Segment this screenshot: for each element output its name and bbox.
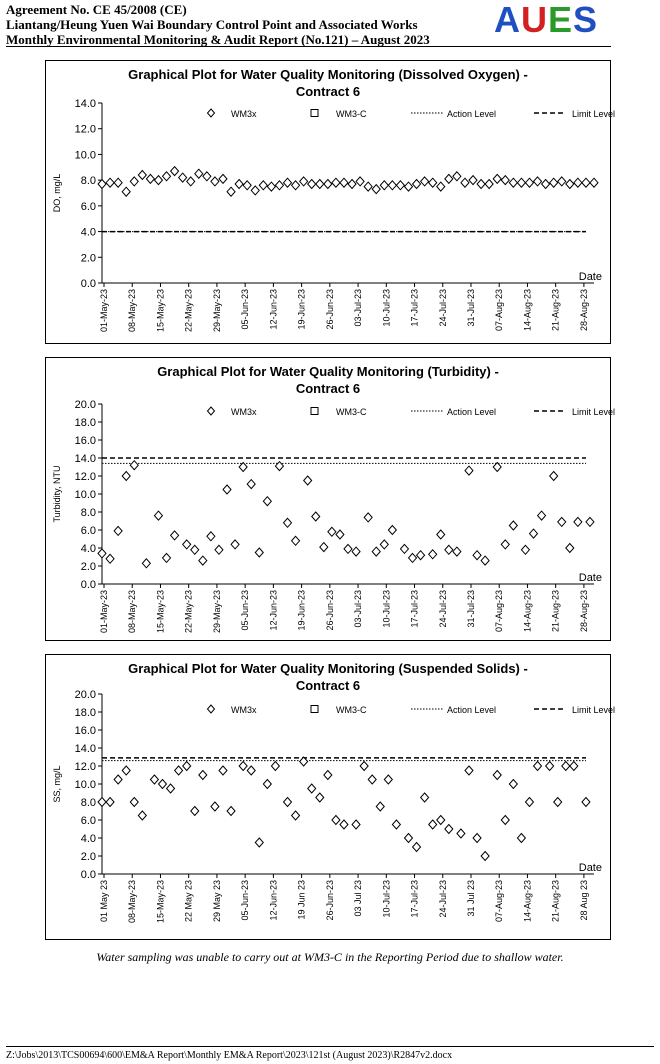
chart0-x-axis-label: Date [578, 271, 602, 283]
chart2-x-tick-label: 05-Jun-23 [240, 880, 251, 921]
chart1-x-tick-label: 19-Jun-23 [296, 590, 307, 631]
chart0-data-point [163, 172, 171, 181]
chart1-data-point [493, 463, 501, 472]
chart1-x-tick-label: 22-May-23 [183, 590, 194, 634]
chart0-data-point [235, 180, 243, 189]
chart1-data-point [122, 472, 130, 481]
chart2-x-tick-label: 19 Jun 23 [296, 880, 307, 920]
chart1-x-tick-label: 21-Aug-23 [550, 590, 561, 633]
chart1-legend-action: Action Level [447, 407, 497, 417]
chart1-x-tick-label: 28-Aug-23 [578, 590, 589, 633]
chart1-x-tick-label: 29-May-23 [211, 590, 222, 634]
chart0-data-point [493, 174, 501, 183]
chart0-y-tick-label: 8.0 [80, 175, 96, 188]
chart2-x-axis-label: Date [578, 862, 602, 874]
chart0-data-point [106, 178, 114, 187]
chart0-data-point [421, 177, 429, 186]
chart2-data-point [509, 780, 517, 789]
chart0-legend-action: Action Level [447, 109, 497, 119]
chart-turbidity-svg [46, 358, 616, 640]
chart-suspended-solids-svg [46, 655, 616, 939]
chart0-data-point [219, 174, 227, 183]
chart2-data-point [582, 798, 590, 807]
chart2-data-point [263, 780, 271, 789]
chart0-x-tick-label: 03-Jul-23 [353, 289, 364, 327]
chart1-data-point [344, 544, 352, 553]
chart0-x-tick-label: 24-Jul-23 [437, 289, 448, 327]
chart1-data-point [429, 550, 437, 559]
chart0-data-point [404, 182, 412, 191]
chart0-data-point [469, 176, 477, 185]
chart0-data-point [485, 180, 493, 189]
chart2-data-point [247, 766, 255, 775]
chart1-data-point [231, 540, 239, 549]
chart1-data-point [445, 545, 453, 554]
chart2-data-point [271, 762, 279, 771]
chart2-data-point [413, 843, 421, 852]
chart2-data-point [421, 793, 429, 802]
chart2-y-tick-label: 10.0 [74, 779, 96, 791]
chart0-x-tick-label: 07-Aug-23 [494, 289, 505, 332]
chart1-x-tick-label: 12-Jun-23 [268, 590, 279, 631]
chart2-data-point [191, 807, 199, 816]
chart2-data-point [284, 798, 292, 807]
chart2-legend-wm3x-marker [208, 705, 215, 713]
chart2-x-tick-label: 10-Jul-23 [381, 880, 392, 918]
chart1-y-tick-label: 6.0 [80, 525, 96, 537]
chart1-data-point [558, 517, 566, 526]
chart1-data-point [400, 544, 408, 553]
chart-turbidity [45, 357, 616, 641]
chart2-data-point [360, 762, 368, 771]
chart2-data-point [130, 798, 138, 807]
chart-suspended-solids [45, 654, 616, 940]
chart2-data-point [554, 798, 562, 807]
chart1-y-tick-label: 4.0 [80, 543, 96, 555]
chart2-data-point [158, 780, 166, 789]
chart1-y-tick-label: 0.0 [80, 579, 96, 591]
chart1-x-axis-label: Date [578, 572, 602, 584]
chart0-data-point [146, 174, 154, 183]
chart2-data-point [255, 838, 263, 847]
chart2-data-point [150, 775, 158, 784]
chart2-x-tick-label: 03 Jul 23 [353, 880, 364, 917]
chart0-data-point [114, 178, 122, 187]
chart2-y-axis-label: SS, mg/L [52, 765, 62, 803]
chart0-data-point [284, 178, 292, 187]
file-path-footer: Z:\Jobs\2013\TCS00694\600\EM&A Report\Monthly EM&A Report\2023\121st (August 2023)\R2847v2.docx [6, 1050, 453, 1061]
chart0-data-point [356, 177, 364, 186]
chart1-x-tick-label: 31-Jul-23 [465, 590, 476, 628]
chart0-data-point [340, 178, 348, 187]
chart1-data-point [284, 518, 292, 527]
chart0-data-point [171, 167, 179, 176]
chart1-data-point [417, 551, 425, 560]
chart2-x-tick-label: 22 May 23 [183, 880, 194, 923]
chart0-data-point [534, 177, 542, 186]
sampling-note: Water sampling was unable to carry out at WM3-C in the Reporting Period due to shallow water. [96, 950, 564, 964]
chart2-legend-wm3c: WM3-C [336, 705, 367, 715]
chart2-data-point [445, 825, 453, 834]
chart0-data-point [437, 182, 445, 191]
chart2-data-point [316, 793, 324, 802]
chart1-data-point [574, 517, 582, 526]
chart1-data-point [352, 547, 360, 556]
chart0-subtitle: Contract 6 [295, 84, 361, 99]
chart2-data-point [308, 784, 316, 793]
chart0-legend-limit: Limit Level [572, 109, 616, 119]
chart2-data-point [384, 775, 392, 784]
chart1-data-point [453, 547, 461, 556]
chart0-data-point [372, 185, 380, 194]
chart1-data-point [481, 556, 489, 565]
chart2-data-point [392, 820, 400, 829]
chart0-legend-wm3c-marker [311, 110, 318, 117]
chart1-legend-wm3c: WM3-C [336, 407, 367, 417]
chart0-x-tick-label: 01-May-23 [99, 289, 109, 333]
chart2-data-point [292, 811, 300, 820]
chart2-y-tick-label: 18.0 [74, 707, 96, 719]
chart0-data-point [542, 180, 550, 189]
chart1-data-point [154, 511, 162, 520]
chart2-data-point [114, 775, 122, 784]
chart1-x-tick-label: 01-May-23 [99, 590, 109, 634]
chart1-y-tick-label: 8.0 [80, 507, 96, 519]
chart1-y-tick-label: 18.0 [74, 417, 96, 429]
chart2-x-tick-label: 21-Aug-23 [550, 880, 561, 923]
chart0-data-point [259, 181, 267, 190]
chart1-data-point [328, 527, 336, 536]
chart0-data-point [187, 177, 195, 186]
chart0-data-point [195, 169, 203, 178]
chart1-x-tick-label: 08-May-23 [127, 590, 138, 634]
agreement-number: Agreement No. CE 45/2008 (CE) [6, 2, 187, 17]
chart2-x-tick-label: 17-Jul-23 [409, 880, 420, 918]
chart0-data-point [413, 180, 421, 189]
chart0-x-tick-label: 08-May-23 [127, 289, 138, 333]
chart0-data-point [243, 181, 251, 190]
chart1-data-point [263, 497, 271, 506]
chart0-data-point [138, 171, 146, 180]
chart1-y-tick-label: 10.0 [74, 489, 96, 501]
chart1-data-point [530, 529, 538, 538]
chart0-x-tick-label: 31-Jul-23 [465, 289, 476, 327]
chart0-data-point [380, 181, 388, 190]
chart0-x-tick-label: 29-May-23 [211, 289, 222, 333]
chart2-y-tick-label: 12.0 [74, 761, 96, 773]
chart1-data-point [550, 472, 558, 481]
chart2-y-tick-label: 6.0 [80, 815, 96, 827]
chart0-x-tick-label: 17-Jul-23 [409, 289, 420, 327]
chart0-data-point [251, 186, 259, 195]
chart2-data-point [368, 775, 376, 784]
chart0-y-tick-label: 14.0 [74, 98, 96, 110]
chart0-x-tick-label: 14-Aug-23 [522, 289, 533, 332]
chart2-data-point [376, 802, 384, 811]
chart2-x-tick-label: 26-Jun-23 [324, 880, 335, 921]
chart1-legend-wm3x: WM3x [231, 407, 257, 417]
chart0-data-point [332, 178, 340, 187]
chart2-data-point [219, 766, 227, 775]
chart0-data-point [292, 181, 300, 190]
chart0-data-point [154, 176, 162, 185]
chart0-data-point [130, 177, 138, 186]
chart1-y-tick-label: 14.0 [74, 453, 96, 465]
chart2-data-point [122, 766, 130, 775]
chart0-data-point [429, 178, 437, 187]
chart1-data-point [215, 545, 223, 554]
chart1-data-point [163, 553, 171, 562]
chart0-data-point [582, 178, 590, 187]
chart0-data-point [445, 174, 453, 183]
chart0-x-tick-label: 22-May-23 [183, 289, 194, 333]
chart0-x-tick-label: 26-Jun-23 [324, 289, 335, 330]
chart2-data-point [227, 807, 235, 816]
chart1-data-point [521, 545, 529, 554]
chart2-data-point [501, 816, 509, 825]
chart1-data-point [247, 480, 255, 489]
chart1-data-point [320, 543, 328, 552]
chart1-data-point [409, 553, 417, 562]
chart1-data-point [437, 530, 445, 539]
chart0-data-point [550, 178, 558, 187]
chart0-data-point [203, 172, 211, 181]
chart2-legend-limit: Limit Level [572, 705, 616, 715]
chart2-data-point [199, 771, 207, 780]
chart2-legend-action: Action Level [447, 705, 497, 715]
chart1-data-point [364, 513, 372, 522]
chart1-data-point [586, 517, 594, 526]
chart1-legend-wm3x-marker [208, 407, 215, 415]
chart1-data-point [380, 540, 388, 549]
chart1-legend-limit: Limit Level [572, 407, 616, 417]
chart2-data-point [404, 834, 412, 843]
chart-dissolved-oxygen-svg [46, 61, 616, 343]
chart0-data-point [227, 187, 235, 196]
chart0-y-tick-label: 12.0 [74, 123, 96, 136]
chart2-x-tick-label: 08-May-23 [127, 880, 138, 924]
chart2-data-point [211, 802, 219, 811]
chart0-data-point [308, 180, 316, 189]
chart0-y-tick-label: 10.0 [74, 149, 96, 162]
chart0-data-point [348, 180, 356, 189]
chart2-y-tick-label: 2.0 [80, 851, 96, 863]
chart2-title: Graphical Plot for Water Quality Monitoring (Suspended Solids) - [128, 661, 528, 676]
chart1-data-point [106, 554, 114, 563]
report-title: Monthly Environmental Monitoring & Audit Report (No.121) – August 2023 [6, 32, 430, 47]
chart0-data-point [364, 182, 372, 191]
chart2-y-tick-label: 8.0 [80, 797, 96, 809]
header-rule [6, 46, 611, 47]
chart0-data-point [300, 177, 308, 186]
aues-logo: AUES [494, 0, 599, 40]
chart1-data-point [130, 461, 138, 470]
chart0-y-tick-label: 2.0 [80, 252, 96, 265]
chart2-legend-wm3x: WM3x [231, 705, 257, 715]
chart1-y-tick-label: 12.0 [74, 471, 96, 483]
chart1-x-tick-label: 17-Jul-23 [409, 590, 420, 628]
chart0-x-tick-label: 12-Jun-23 [268, 289, 279, 330]
chart1-y-tick-label: 2.0 [80, 561, 96, 573]
chart0-x-tick-label: 19-Jun-23 [296, 289, 307, 330]
chart-dissolved-oxygen [45, 60, 616, 344]
chart2-data-point [239, 762, 247, 771]
chart2-data-point [493, 771, 501, 780]
chart0-y-tick-label: 0.0 [80, 278, 96, 290]
chart2-data-point [183, 762, 191, 771]
chart0-data-point [574, 178, 582, 187]
chart1-x-tick-label: 14-Aug-23 [522, 590, 533, 633]
chart1-y-tick-label: 16.0 [74, 435, 96, 447]
chart2-x-tick-label: 28 Aug 23 [578, 880, 589, 921]
chart1-data-point [465, 466, 473, 475]
chart2-data-point [167, 784, 175, 793]
chart0-x-tick-label: 15-May-23 [155, 289, 166, 333]
chart1-x-tick-label: 10-Jul-23 [381, 590, 392, 628]
chart2-data-point [437, 816, 445, 825]
chart2-y-tick-label: 4.0 [80, 833, 96, 845]
chart2-data-point [457, 829, 465, 838]
chart2-data-point [324, 771, 332, 780]
chart1-x-tick-label: 05-Jun-23 [240, 590, 251, 631]
chart2-y-tick-label: 14.0 [74, 743, 96, 755]
chart2-data-point [106, 798, 114, 807]
chart1-title: Graphical Plot for Water Quality Monitoring (Turbidity) - [157, 364, 499, 379]
chart2-data-point [473, 834, 481, 843]
chart2-x-tick-label: 29 May 23 [211, 880, 222, 923]
chart0-data-point [211, 177, 219, 186]
chart0-y-axis-label: DO, mg/L [52, 173, 62, 213]
chart2-legend-wm3c-marker [311, 706, 318, 713]
chart1-y-tick-label: 20.0 [74, 399, 96, 411]
chart0-data-point [396, 181, 404, 190]
chart0-data-point [275, 181, 283, 190]
chart0-data-point [453, 172, 461, 181]
chart2-y-tick-label: 0.0 [80, 869, 96, 881]
chart0-data-point [461, 178, 469, 187]
chart1-data-point [223, 485, 231, 494]
chart2-data-point [481, 852, 489, 861]
chart1-data-point [501, 540, 509, 549]
chart1-data-point [255, 548, 263, 557]
chart0-data-point [122, 187, 130, 196]
chart0-data-point [509, 178, 517, 187]
chart1-data-point [142, 559, 150, 568]
chart2-x-tick-label: 12-Jun-23 [268, 880, 279, 921]
chart1-data-point [538, 511, 546, 520]
chart0-data-point [590, 178, 598, 187]
chart0-data-point [98, 180, 106, 189]
chart0-data-point [525, 178, 533, 187]
chart1-data-point [171, 531, 179, 540]
chart1-data-point [509, 521, 517, 530]
chart0-legend-wm3x: WM3x [231, 109, 257, 119]
chart0-legend-wm3c: WM3-C [336, 109, 367, 119]
chart2-data-point [570, 762, 578, 771]
chart2-data-point [465, 766, 473, 775]
chart1-x-tick-label: 15-May-23 [155, 590, 166, 634]
chart1-data-point [304, 476, 312, 485]
chart2-data-point [340, 820, 348, 829]
chart1-x-tick-label: 24-Jul-23 [437, 590, 448, 628]
chart2-data-point [525, 798, 533, 807]
chart2-subtitle: Contract 6 [295, 678, 361, 693]
chart0-data-point [558, 177, 566, 186]
chart1-data-point [199, 556, 207, 565]
chart2-y-tick-label: 16.0 [74, 725, 96, 737]
chart0-x-tick-label: 05-Jun-23 [240, 289, 251, 330]
chart0-data-point [517, 178, 525, 187]
chart2-x-tick-label: 15-May-23 [155, 880, 166, 924]
chart2-data-point [534, 762, 542, 771]
chart1-x-tick-label: 07-Aug-23 [494, 590, 505, 633]
chart2-data-point [98, 798, 106, 807]
chart2-x-tick-label: 07-Aug-23 [494, 880, 505, 923]
chart2-x-tick-label: 31 Jul 23 [465, 880, 476, 917]
footer-rule [6, 1046, 654, 1047]
chart1-data-point [114, 526, 122, 535]
chart1-y-axis-label: Turbidity, NTU [52, 465, 62, 523]
chart0-data-point [477, 180, 485, 189]
chart0-data-point [388, 181, 396, 190]
chart1-data-point [98, 549, 106, 558]
chart0-data-point [267, 182, 275, 191]
chart0-data-point [316, 180, 324, 189]
chart1-data-point [388, 526, 396, 535]
chart0-data-point [179, 173, 187, 182]
chart0-x-tick-label: 21-Aug-23 [550, 289, 561, 332]
chart2-data-point [562, 762, 570, 771]
chart2-data-point [332, 816, 340, 825]
chart2-data-point [352, 820, 360, 829]
chart2-data-point [175, 766, 183, 775]
chart2-data-point [517, 834, 525, 843]
chart1-data-point [312, 512, 320, 521]
chart1-data-point [336, 530, 344, 539]
chart1-data-point [292, 536, 300, 545]
chart0-y-tick-label: 6.0 [80, 200, 96, 213]
chart1-data-point [207, 532, 215, 541]
chart2-data-point [429, 820, 437, 829]
chart1-data-point [183, 540, 191, 549]
chart1-data-point [372, 547, 380, 556]
project-title: Liantang/Heung Yuen Wai Boundary Control Point and Associated Works [6, 17, 418, 32]
chart1-data-point [473, 551, 481, 560]
chart2-x-tick-label: 01 May 23 [99, 880, 109, 923]
chart2-data-point [546, 762, 554, 771]
chart2-data-point [138, 811, 146, 820]
chart2-x-tick-label: 24-Jul-23 [437, 880, 448, 918]
chart0-y-tick-label: 4.0 [80, 226, 96, 239]
chart1-data-point [566, 544, 574, 553]
chart1-legend-wm3c-marker [311, 408, 318, 415]
chart2-y-tick-label: 20.0 [74, 689, 96, 701]
chart1-x-tick-label: 26-Jun-23 [324, 590, 335, 631]
chart0-x-tick-label: 28-Aug-23 [578, 289, 589, 332]
chart0-data-point [501, 176, 509, 185]
chart2-x-tick-label: 14-Aug-23 [522, 880, 533, 923]
chart0-data-point [324, 180, 332, 189]
chart0-title: Graphical Plot for Water Quality Monitoring (Dissolved Oxygen) - [128, 67, 528, 82]
chart1-x-tick-label: 03-Jul-23 [353, 590, 364, 628]
chart0-data-point [566, 180, 574, 189]
chart0-x-tick-label: 10-Jul-23 [381, 289, 392, 327]
chart0-legend-wm3x-marker [208, 109, 215, 117]
chart1-data-point [191, 545, 199, 554]
chart1-subtitle: Contract 6 [295, 381, 361, 396]
